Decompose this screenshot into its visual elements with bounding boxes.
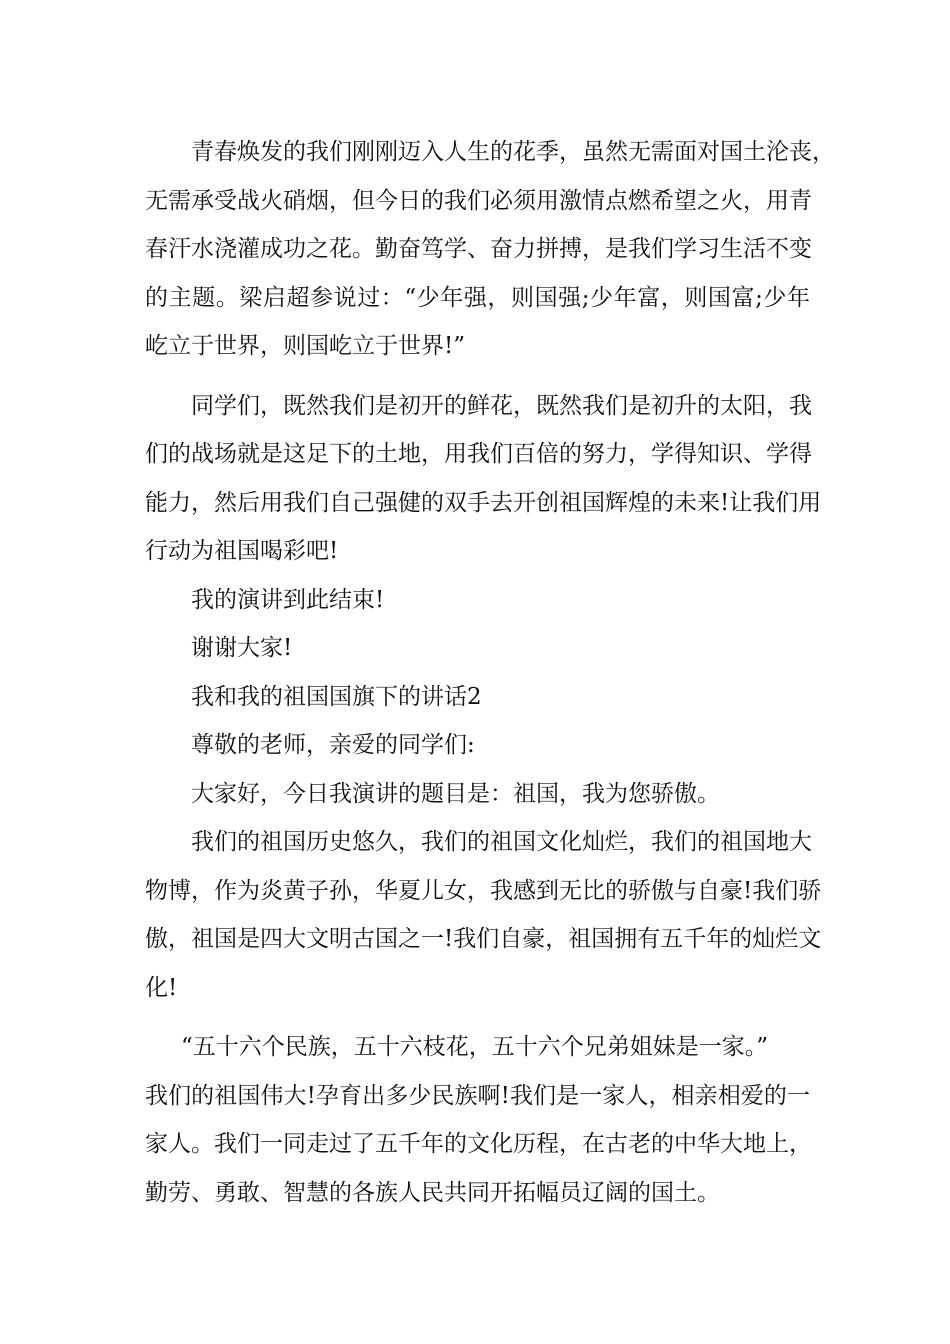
text-line: 大家好，今日我演讲的题目是：祖国，我为您骄傲。 [191,780,720,807]
text-line: 们的战场就是这足下的土地，用我们百倍的努力，学得知识、学得 [145,441,812,467]
text-line: 谢谢大家! [191,635,293,661]
text-line: 无需承受战火硝烟，但今日的我们必须用激情点燃希望之火，用青 [145,187,812,214]
text-line: “五十六个民族，五十六枝花，五十六个兄弟姐妹是一家。” [181,1034,769,1060]
paragraph [145,382,822,576]
text-line: 化! [145,974,178,1001]
salutation [145,721,810,770]
text-line: 春汗水浇灌成功之花。勤奋笃学、奋力拼搏，是我们学习生活不变 [145,236,812,262]
paragraph [145,576,810,625]
text-line: 我和我的祖国国旗下的讲话2 [191,683,482,710]
document-body [145,128,835,1217]
text-line: 青春焕发的我们刚刚迈入人生的花季，虽然无需面对国土沦丧， [191,139,835,165]
text-line: 我们的祖国历史悠久，我们的祖国文化灿烂，我们的祖国地大 [191,829,812,855]
text-line: 屹立于世界，则国屹立于世界!” [145,333,466,359]
paragraph [145,128,835,371]
text-line: 物博，作为炎黄子孙，华夏儿女，我感到无比的骄傲与自豪!我们骄 [145,877,822,904]
paragraph [145,770,810,819]
text-line: 同学们，既然我们是初开的鲜花，既然我们是初升的太阳，我 [191,392,812,419]
paragraph [145,818,822,1012]
text-line: 我们的祖国伟大!孕育出多少民族啊!我们是一家人，相亲相爱的一 [145,1082,810,1109]
text-line: 能力，然后用我们自己强健的双手去开创祖国辉煌的未来!让我们用 [145,489,822,516]
text-line: 勤劳、勇敢、智慧的各族人民共同开拓幅员辽阔的国土。 [145,1179,720,1206]
text-line: 的主题。梁启超参说过：“少年强，则国强;少年富，则国富;少年 [145,284,810,311]
text-line: 傲，祖国是四大文明古国之一!我们自豪，祖国拥有五千年的灿烂文 [145,926,822,952]
paragraph [145,624,810,673]
text-line: 行动为祖国喝彩吧! [145,538,339,564]
text-line: 家人。我们一同走过了五千年的文化历程，在古老的中华大地上， [145,1131,812,1157]
paragraph [145,1023,810,1217]
text-line: 尊敬的老师，亲爱的同学们: [191,732,475,758]
section-heading [145,673,810,722]
text-line: 我的演讲到此结束! [191,586,385,613]
